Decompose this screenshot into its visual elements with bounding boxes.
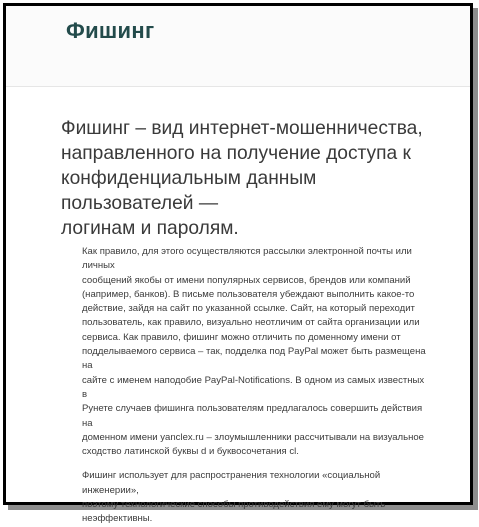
article-body — [82, 245, 427, 527]
body-line: действие, зайдя на сайт по указанной ссылке. Сайт, на который переходит — [82, 303, 415, 315]
lead-line: логинам и паролям. — [61, 218, 239, 239]
body-line: неэффективны. — [82, 513, 153, 525]
page-title: Фишинг — [66, 18, 155, 43]
body-line: сайте с именем наподобие PayPal-Notifications. В одном из самых известных в — [82, 374, 425, 400]
lead-line: конфиденциальным данным пользователей — — [61, 168, 317, 214]
body-line: сходство латинской буквы d и буквосочетания cl. — [82, 446, 299, 458]
body-line: поэтому технологические способы противодействия ему могут быть — [82, 499, 386, 511]
body-line: Как правило, для этого осуществляются рассылки электронной почты или личных — [82, 246, 412, 272]
body-line: сервиса. Как правило, фишинг можно отличить по доменному имени от — [82, 331, 401, 343]
body-line: доменном имени yanclex.ru – злоумышленники рассчитывали на визуальное — [82, 431, 424, 443]
body-line: пользователь, как правило, визуально неотличим от сайта организации или — [82, 317, 420, 329]
body-line: Фишинг использует для распространения технологии «социальной инженерии», — [82, 470, 381, 496]
body-line: подделываемого сервиса – так, подделка под PayPal может быть размещена на — [82, 346, 426, 372]
header-band — [6, 6, 470, 87]
lead-line: направленного на получение доступа к — [61, 143, 411, 164]
body-paragraph — [82, 245, 427, 459]
body-line: (например, банков). В письме пользователя убеждают выполнить какое-то — [82, 288, 415, 300]
lead-paragraph — [61, 116, 441, 241]
body-line: Рунете случаев фишинга пользователям предлагалось совершить действия на — [82, 403, 423, 429]
frame-shadow — [473, 8, 478, 508]
body-paragraph — [82, 469, 427, 526]
lead-line: Фишинг – вид интернет-мошенничества, — [61, 118, 423, 139]
body-line: сообщений якобы от имени популярных сервисов, брендов или компаний — [82, 274, 411, 286]
